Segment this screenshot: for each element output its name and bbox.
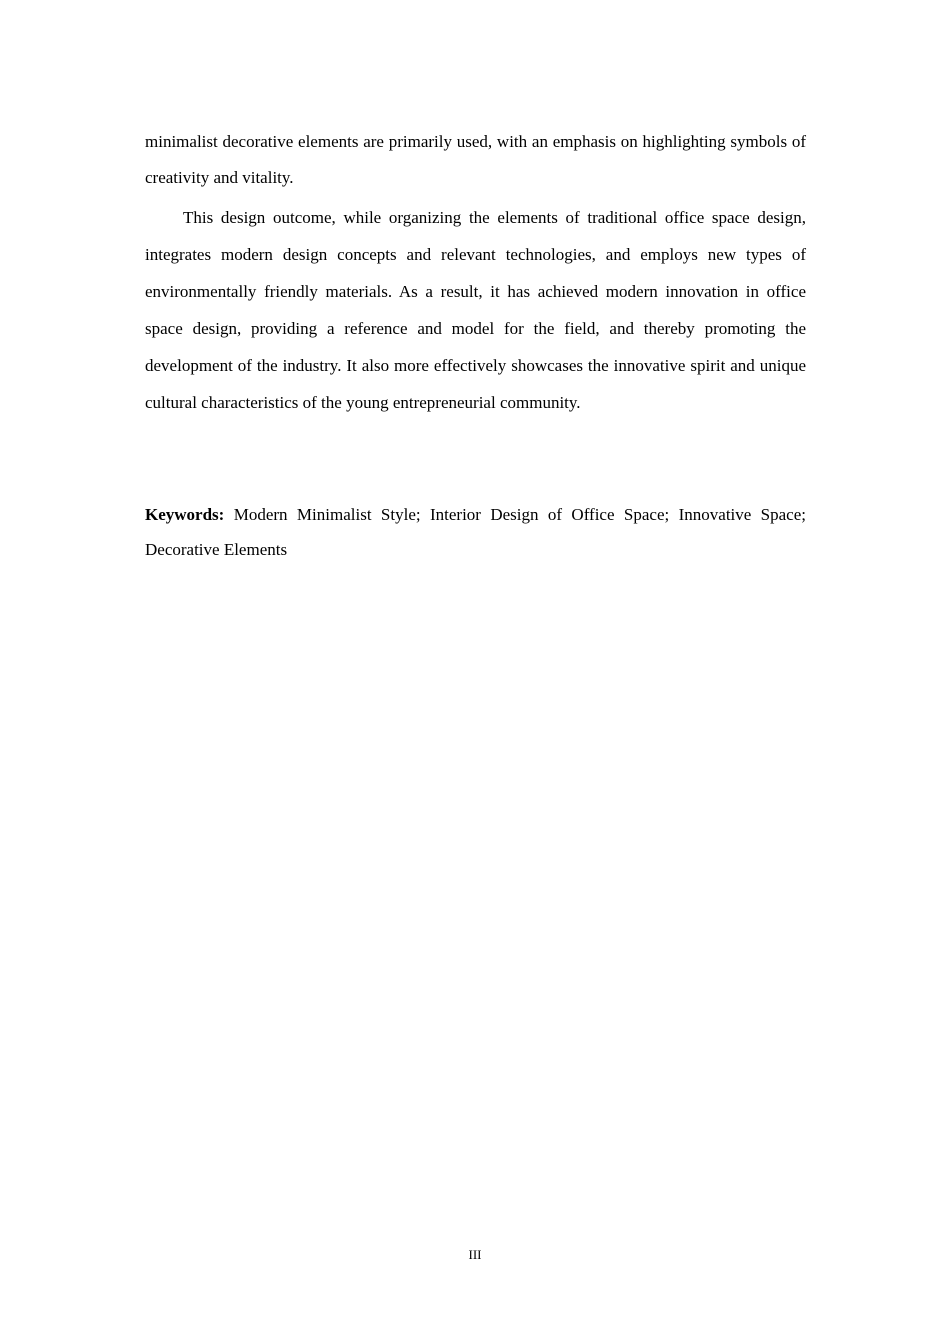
paragraph-continuation: minimalist decorative elements are primarily used, with an emphasis on highlighting symbols of creativity and vitality. [145,132,806,187]
keywords-text: Modern Minimalist Style; Interior Design of Office Space; Innovative Space; Decorative Elements [145,505,807,559]
keywords-label: Keywords: [145,505,225,524]
paragraph-design-outcome: This design outcome, while organizing the elements of traditional office space design, integrates modern design concepts and relevant technologies, and employs new types of environmentally friendly materials. As a result, it has achieved modern innovation in office space design, providing a reference and model for the field, and thereby promoting the development of the industry. It also more effectively showcases the innovative spirit and unique cultural characteristics of the young entrepreneurial community. [145,208,806,412]
keywords-section [145,497,806,567]
page-number: III [468,1247,482,1262]
